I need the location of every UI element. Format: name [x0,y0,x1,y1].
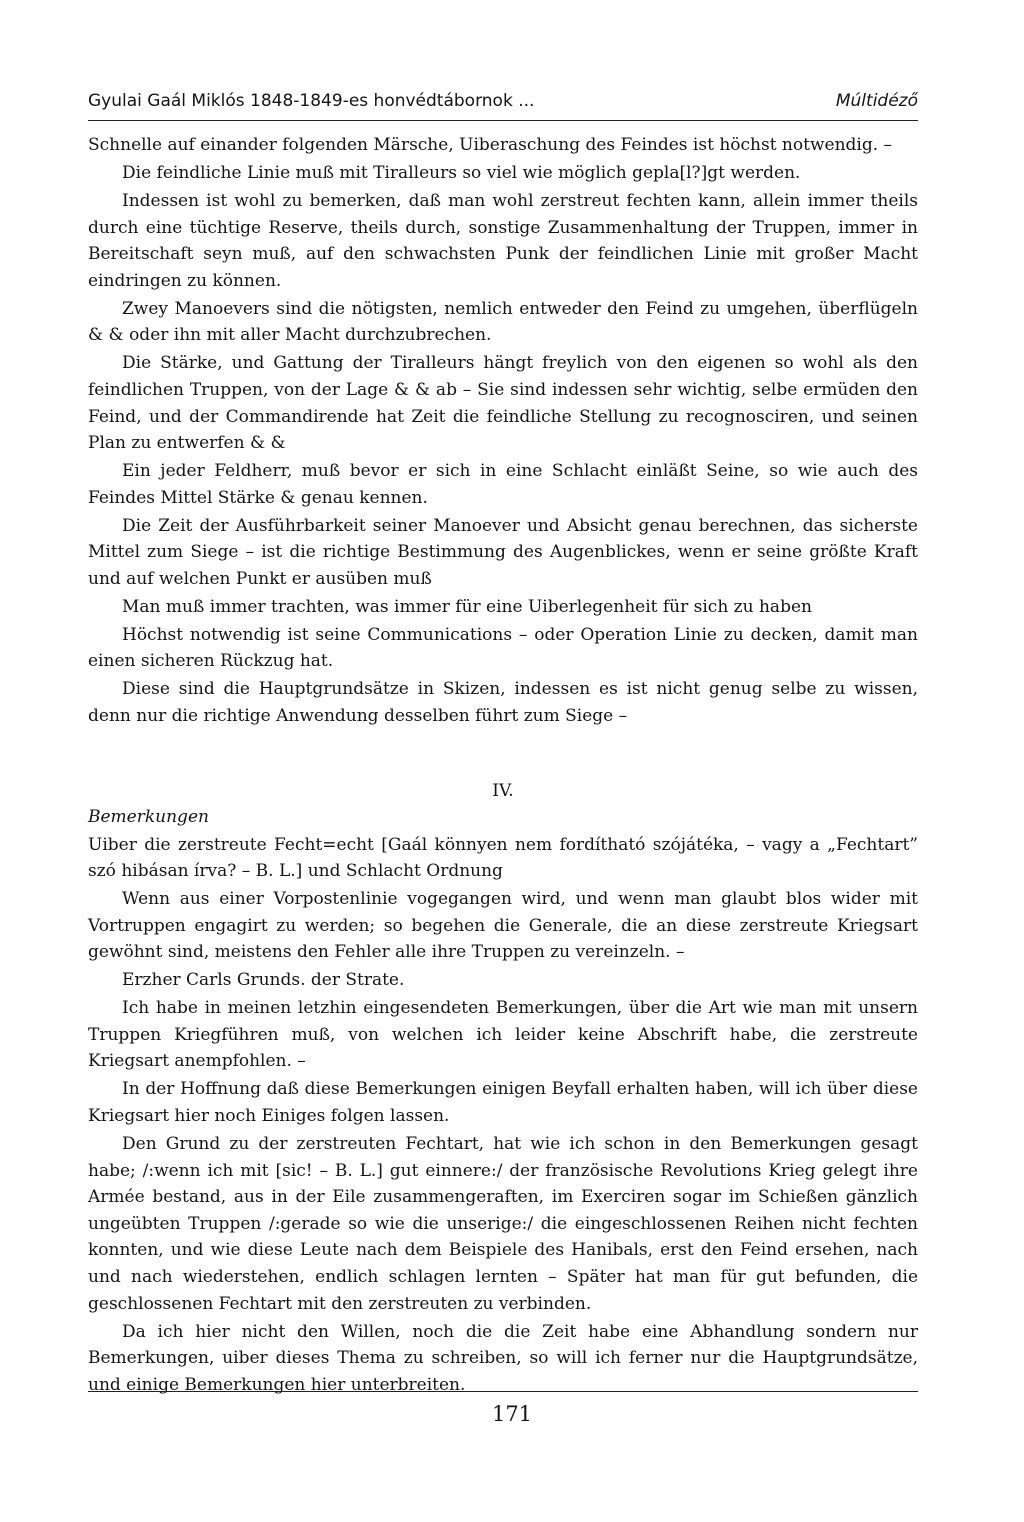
paragraph: Erzher Carls Grunds. der Strate. [122,970,405,991]
section-number: IV. [492,780,514,801]
paragraph: Den Grund zu der zerstreuten Fechtart, hat wie ich schon in den Bemerkungen gesagt habe; /:wenn ich mit [sic! – B. L.] gut einnere:/ der französische Revolutions Krieg gelegt ihre Armée bestand, aus in der Eile zusammengeraften, im Exerciren sogar im Schießen gänzlich ungeübten Truppen /:gerade so wie die unserige:/ die eingeschlossenen Reihen nicht fechten konnten, und wie diese Leute nach dem Beispiele des Hanibals, erst den Feind ersehen, nach und nach wiederstehen, endlich schlagen lernten – Später hat man für gut befunden, die geschlossenen Fechtart mit den zerstreuten zu verbinden. [88,1134,918,1314]
paragraph: Ein jeder Feldherr, muß bevor er sich in eine Schlacht einläßt Seine, so wie auch des Feindes Mittel Stärke & genau kennen. [88,461,918,508]
footer-rule [88,1391,918,1392]
paragraph: Zwey Manoevers sind die nötigsten, nemlich entweder den Feind zu umgehen, überflügeln & & oder ihn mit aller Macht durchzubrechen. [88,298,918,346]
paragraph: Indessen ist wohl zu bemerken, daß man wohl zerstreut fechten kann, allein immer theils durch eine tüchtige Reserve, theils durch, sonstige Zusammenhaltung der Truppen, immer in Bereitschaft seyn muß, auf den schwachsten Punk der feindlichen Linie mit großer Macht eindringen zu können. [88,190,918,291]
paragraph: Da ich hier nicht den Willen, noch die die Zeit habe eine Abhandlung sondern nur Bemerkungen, uiber dieses Thema zu schreiben, so will ich ferner nur die Hauptgrundsätze, und einige Bemerkungen hier unterbreiten. [88,1321,918,1395]
section-intro: Uiber die zerstreute Fecht=echt [Gaál könnyen nem fordítható szójátéka, – vagy a „Fechtart” szó hibásan írva? – B. L.] und Schlacht Ordnung [88,834,918,882]
paragraph: Ich habe in meinen letzhin eingesendeten Bemerkungen, über die Art wie man mit unsern Truppen Kriegführen muß, von welchen ich leider keine Abschrift habe, die zerstreute Kriegsart anempfohlen. – [88,998,918,1072]
section-heading: Bemerkungen [88,806,209,827]
paragraph: Die feindliche Linie muß mit Tiralleurs so viel wie möglich gepla[l?]gt werden. [122,162,801,183]
page-number: 171 [491,1402,533,1426]
paragraph: Wenn aus einer Vorpostenlinie vogegangen wird, und wenn man glaubt blos wider mit Vortruppen engagirt zu werden; so begehen die Generale, die an diese zerstreute Kriegsart gewöhnt sind, meistens den Fehler alle ihre Truppen zu vereinzeln. – [88,889,918,963]
paragraph: In der Hoffnung daß diese Bemerkungen einigen Beyfall erhalten haben, will ich über diese Kriegsart hier noch Einiges folgen lassen. [88,1079,918,1127]
paragraph: Die Zeit der Ausführbarkeit seiner Manoever und Absicht genau berechnen, das sicherste Mittel zum Siege – ist die richtige Bestimmung des Augenblickes, wenn er seine größte Kraft und auf welchen Punkt er ausüben muß [88,515,918,589]
page-body [88,132,918,1400]
paragraph: Höchst notwendig ist seine Communications – oder Operation Linie zu decken, damit man einen sicheren Rückzug hat. [88,624,918,672]
paragraph: Die Stärke, und Gattung der Tiralleurs hängt freylich von den eigenen so wohl als den feindlichen Truppen, von der Lage & & ab – Sie sind indessen sehr wichtig, selbe ermüden den Feind, und der Commandirende hat Zeit die feindliche Stellung zu recognosciren, und seinen Plan zu entwerfen & & [88,353,918,454]
header-section: Múltidéző [835,91,918,111]
paragraph: Man muß immer trachten, was immer für eine Uiberlegenheit für sich zu haben [122,596,812,617]
header-title: Gyulai Gaál Miklós 1848-1849-es honvédtábornok ... [88,91,535,111]
running-header [88,88,918,121]
paragraph: Diese sind die Hauptgrundsätze in Skizen, indessen es ist nicht genug selbe zu wissen, denn nur die richtige Anwendung desselben führt zum Siege – [88,679,918,726]
paragraph: Schnelle auf einander folgenden Märsche, Uiberaschung des Feindes ist höchst notwendig. – [88,135,893,155]
